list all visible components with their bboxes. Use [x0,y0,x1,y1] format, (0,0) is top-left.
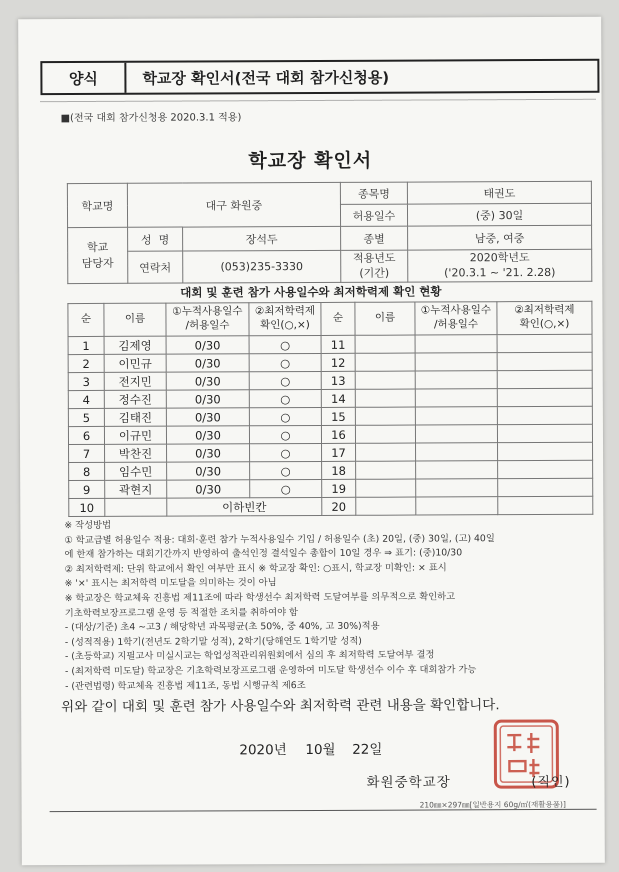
document-title: 학교장 확인서 [248,149,373,173]
header-check: ②최저학력제 확인(○,×) [249,302,321,335]
table-row [68,370,592,390]
row-name-right [356,497,416,515]
sport-label: 종목명 [340,182,407,204]
row-name: 곽현지 [105,480,167,498]
sport-value: 태권도 [407,181,591,204]
instruction-line: - (초등학교) 지필고사 미실시교는 학업성적관리위원회에서 심의 후 최저학력 도달여부 결정 [64,649,435,663]
row-no-right: 12 [321,353,355,371]
allowed-days-value: (중) 30일 [407,203,591,226]
school-name-label: 학교명 [67,183,127,227]
row-check-right [498,442,593,460]
table-row [68,424,592,444]
header-check-right: ②최저학력제 확인(○,×) [497,301,592,334]
row-no: 7 [69,444,105,462]
row-check-right [497,370,592,388]
row-days-right [416,479,498,497]
roster-body [68,334,593,516]
paper-spec: 210㎜×297㎜[일반용지 60g/㎡(재활용품)] [419,799,566,810]
date-year: 2020년 [239,742,287,759]
confirmation-statement: 위와 같이 대회 및 훈련 참가 사용일수와 최저학력 관련 내용을 확인합니다. [61,697,500,716]
row-no-right: 18 [322,461,356,479]
row-days: 0/30 [167,480,250,498]
row-name: 전지민 [104,372,166,390]
instruction-line: ※ 작성방법 [64,519,112,532]
instruction-line: - (최저학력 미도달) 학교장은 기초학력보장프로그램 운영하여 미도달 학생선수 이수 후 대회참가 가능 [64,664,477,678]
row-check-right [497,334,592,352]
school-name-value: 대구 화원중 [127,182,340,227]
header-no: 순 [68,303,104,336]
row-no: 2 [68,354,104,372]
row-days: 0/30 [166,372,249,390]
row-no: 1 [68,336,104,354]
header-days-right: ①누적사용일수 /허용일수 [415,302,497,335]
table-row [68,406,592,426]
row-no: 3 [68,372,104,390]
instruction-line: - (성적적용) 1학기(전년도 2학기말 성적), 2학기(당해연도 1학기말 성적) [64,635,362,648]
contact-label: 연락처 [128,251,183,283]
header-no-right: 순 [321,302,355,335]
row-days-right [415,425,497,443]
table-row [68,388,592,408]
instruction-line: ① 학교급별 허용일수 적용: 대회·훈련 참가 누적사용일수 기입 / 허용일수 (초) 20일, (중) 30일, (고) 40일 [64,532,495,546]
row-check-right [498,496,593,514]
row-check: ○ [249,371,321,389]
instruction-line: ② 최저학력제: 단위 학교에서 확인 여부만 표시 ※ 학교장 확인: ○표시, 학교장 미확인: × 표시 [64,562,447,575]
row-no: 4 [68,390,104,408]
row-name-right [355,425,415,443]
row-no-right: 17 [322,443,356,461]
school-info-table [67,181,592,284]
row-days: 0/30 [166,336,249,354]
row-check: ○ [249,407,321,425]
row-check-right [498,478,593,496]
row-check: ○ [249,425,321,443]
row-no: 10 [69,498,105,516]
dotted-divider [41,99,596,102]
row-days-right [416,497,498,515]
form-title: 학교장 확인서(전국 대회 참가신청용) [142,68,390,88]
row-name-right [355,371,415,389]
row-no-right: 19 [322,479,356,497]
seal-label: (직인) [531,774,571,791]
allowed-days-label: 허용일수 [340,204,407,226]
header-days: ①누적사용일수 /허용일수 [166,303,249,336]
instruction-line: - (관련법령) 학교체육 진흥법 제11조, 동법 시행규칙 제6조 [65,679,306,692]
bottom-divider [50,809,597,812]
row-days-right [415,389,497,407]
blank-below-label: 이하빈칸 [167,497,322,516]
row-check: ○ [250,443,322,461]
table-row [69,442,593,462]
header-name-right: 이름 [355,302,415,335]
row-name: 김태진 [104,408,166,426]
staff-name-value: 장석두 [183,226,341,251]
year-label: 적용년도 (기간) [341,250,408,282]
row-days-right [415,353,497,371]
row-name: 이규민 [104,426,166,444]
staff-label: 학교 담당자 [68,227,128,283]
row-days: 0/30 [166,390,249,408]
header-name: 이름 [104,303,166,336]
table-row [68,352,592,372]
row-days: 0/30 [167,444,250,462]
row-days: 0/30 [166,354,249,372]
form-header [40,59,599,95]
instruction-line: 기초학력보장프로그램 운영 등 적절한 조치를 취하여야 함 [64,606,299,619]
instruction-line: 에 한재 참가하는 대회기간까지 반영하여 출석인정 결석일수 총합이 10일 경우 ⇒ 표기: (중)10/30 [64,547,463,561]
row-name-right [356,479,416,497]
row-days-right [416,461,498,479]
row-name-right [356,443,416,461]
row-days-right [415,335,497,353]
principal-signature [366,770,570,791]
row-days-right [416,443,498,461]
row-name-right [356,461,416,479]
row-name-right [355,353,415,371]
row-no-right: 13 [321,371,355,389]
row-name: 김제영 [104,336,166,354]
row-no: 9 [69,480,105,498]
instruction-line: ※ '×' 표시는 최저학력 미도달을 의미하는 것이 아님 [64,577,277,590]
row-check: ○ [249,335,321,353]
row-check: ○ [249,389,321,407]
instruction-line: ※ 학교장은 학교체육 진흥법 제11조에 따라 학생선수 최저학력 도달여부를 의무적으로 확인하고 [64,591,456,605]
row-days: 0/30 [166,426,249,444]
row-check: ○ [250,479,322,497]
row-name [105,498,167,516]
roster-table [67,301,593,517]
row-name: 박찬진 [105,444,167,462]
row-check: ○ [250,461,322,479]
school-principal: 화원중학교장 [366,774,451,791]
row-name: 정수진 [104,390,166,408]
year-cell [408,249,592,282]
table-row [68,334,592,354]
period-value: ('20.3.1 ~ '21. 2.28) [444,265,556,279]
row-no: 6 [68,426,104,444]
row-name: 이민규 [104,354,166,372]
table-row [69,496,593,516]
row-check-right [497,424,592,442]
row-no-right: 15 [321,407,355,425]
year-value: 2020학년도 [469,250,530,264]
table-row [69,478,593,498]
row-name-right [355,407,415,425]
category-value: 남중, 여중 [408,225,592,250]
row-no: 5 [68,408,104,426]
form-tag: 양식 [42,63,126,93]
row-name-right [355,389,415,407]
row-check-right [497,352,592,370]
date-month: 10월 [305,741,336,759]
row-days: 0/30 [166,408,249,426]
section-title: 대회 및 훈련 참가 사용일수와 최저학력제 확인 현황 [180,284,442,300]
instructions [64,517,595,694]
row-no-right: 11 [321,335,355,353]
category-label: 종별 [341,226,408,250]
row-name: 임수민 [105,462,167,480]
row-days: 0/30 [167,462,250,480]
date-day: 22일 [352,741,383,758]
row-no-right: 20 [322,497,356,515]
row-check-right [497,388,592,406]
table-row [69,460,593,480]
row-no: 8 [69,462,105,480]
row-name-right [355,335,415,353]
row-check-right [497,406,592,424]
instruction-line: - (대상/기준) 초4 ~고3 / 해당학년 과목평균(초 50%, 중 40%, 고 30%)적용 [64,620,380,634]
row-days-right [415,407,497,425]
issue-date [239,738,382,759]
applicability-note: ■(전국 대회 참가신청용 2020.3.1 적용) [60,112,242,125]
row-days-right [415,371,497,389]
row-check-right [498,460,593,478]
row-no-right: 14 [321,389,355,407]
document-page [18,17,605,866]
staff-name-label: 성 명 [128,227,183,251]
row-check: ○ [249,353,321,371]
contact-value: (053)235-3330 [183,250,341,283]
row-no-right: 16 [321,425,355,443]
